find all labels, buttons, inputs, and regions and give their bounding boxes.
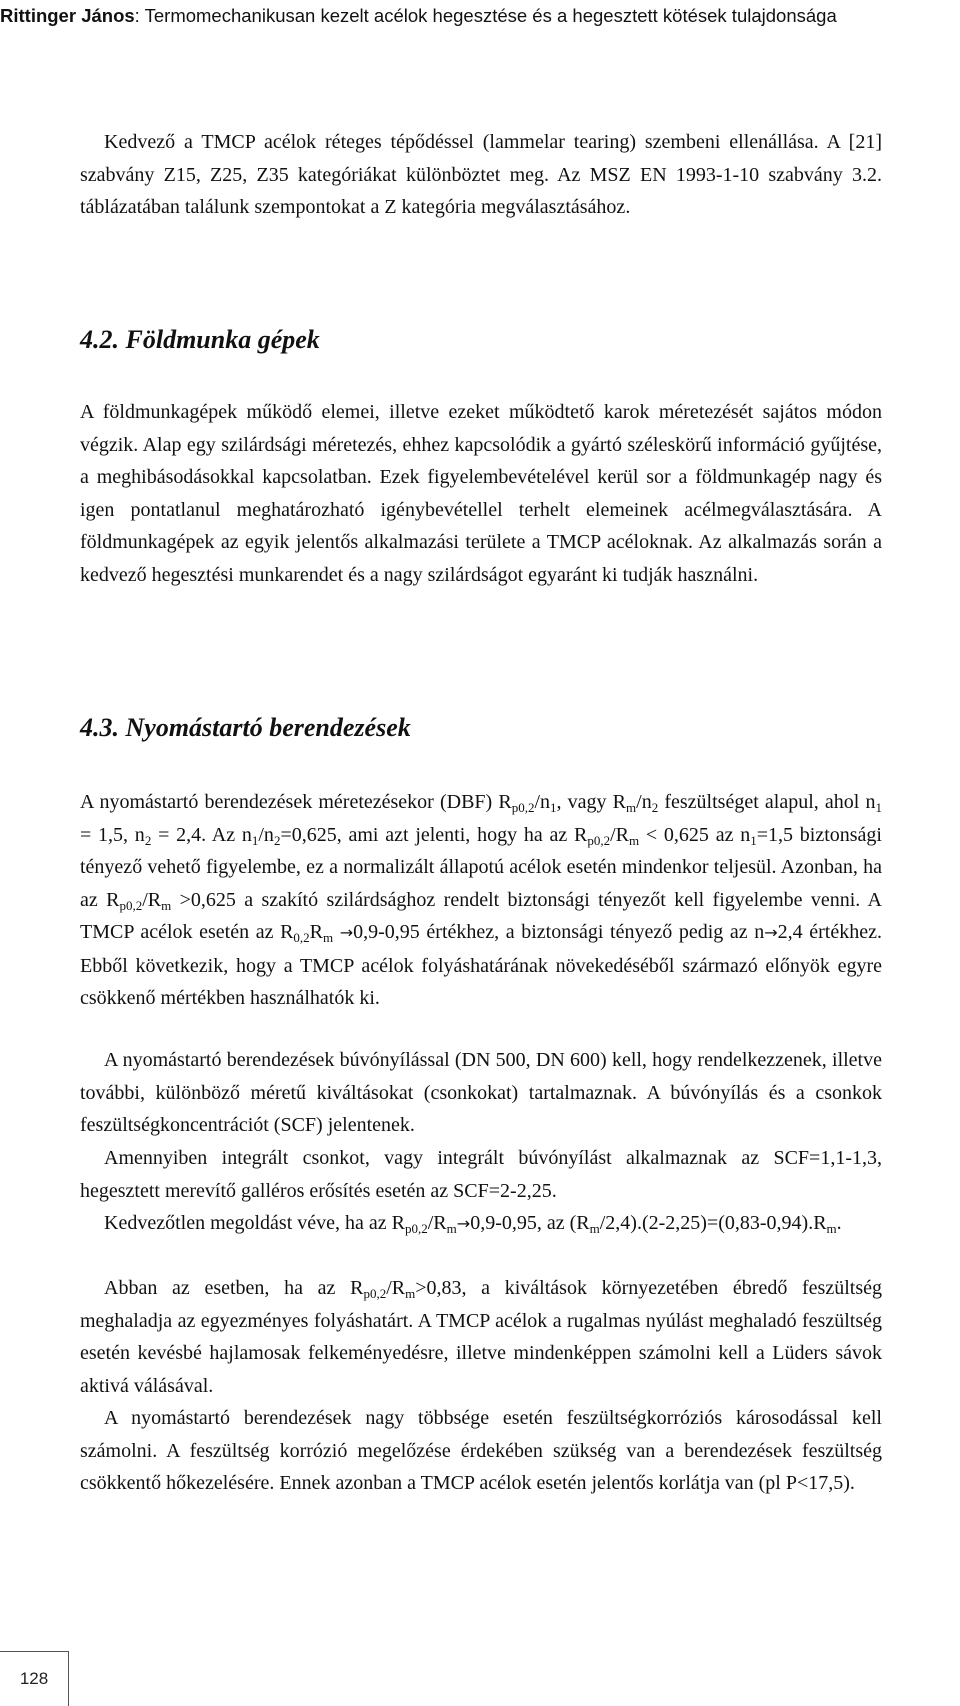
text-run: /n xyxy=(258,823,274,846)
text-run: R xyxy=(309,921,323,943)
header-separator: : xyxy=(134,5,145,26)
subscript: 2 xyxy=(651,800,659,815)
text-run: A nyomástartó berendezések méretezésekor (DBF) R xyxy=(80,791,512,813)
subscript: m xyxy=(161,897,172,913)
section-heading-4-3: 4.3. Nyomástartó berendezések xyxy=(80,713,411,742)
subscript: 1 xyxy=(251,832,259,848)
subscript: m xyxy=(626,800,637,815)
text-run: /R xyxy=(427,1212,447,1234)
header-author: Rittinger János xyxy=(0,5,135,26)
text-run: Abban az esetben, ha az R xyxy=(104,1277,364,1299)
page-number: 128 xyxy=(0,1651,69,1706)
subscript: 1 xyxy=(875,800,882,815)
subscript: p0,2 xyxy=(511,800,535,815)
text-run: /R xyxy=(610,823,629,846)
subscript: p0,2 xyxy=(405,1221,428,1236)
arrow-icon: → xyxy=(456,1214,471,1233)
section-4-3-paragraph-2: A nyomástartó berendezések búvónyílással (DN 500, DN 600) kell, hogy rendelkezzenek, illetve további, különböző méretű kiváltásokat (csonkokat) tartalmaznak. A búvónyílás és a csonkok feszültségkoncentrációt (SCF) jelentenek. xyxy=(80,1049,882,1136)
subscript: m xyxy=(629,832,640,848)
subscript: m xyxy=(405,1286,416,1301)
subscript: m xyxy=(826,1221,837,1236)
arrow-icon: → xyxy=(764,923,778,942)
text-run: 0,9-0,95, az (R xyxy=(470,1212,590,1234)
text-run: 2,4 értékhez. Ebből következik, hogy a TMCP acélok folyáshatárának növekedéséből származó előnyök egyre csökkenő mértékben használhatók ki. xyxy=(80,921,882,1009)
section-4-2-paragraph: A földmunkagépek működő elemei, illetve ezeket működtető karok méretezését sajátos módon végzik. Alap egy szilárdsági méretezés, ehhez kapcsolódik a gyártó széleskörű információ gyűjtése, a meghibásodásokkal kapcsolatban. Ezek figyelembevételével kerül sor a földmunkagép nagy és igen pontatlanul meghatározható igénybevétellel terhelt elemeinek acélmegválasztására. A földmunkagépek az egyik jelentős alkalmazási területe a TMCP acéloknak. Az alkalmazás során a kedvező hegesztési munkarendet és a nagy szilárdságot egyaránt ki tudják használni. xyxy=(80,401,882,586)
section-heading-4-2: 4.2. Földmunka gépek xyxy=(80,325,320,354)
subscript: 1 xyxy=(550,800,557,815)
text-run: < 0,625 az n xyxy=(639,823,751,846)
text-run: =1,5 biztonsági tényező vehető figyelembe, ez a normalizált állapotú acélok esetén mindenkor teljesül. Azonban, ha az R xyxy=(80,823,882,911)
header-title: Termomechanikusan kezelt acélok hegesztése és a hegesztett kötések tulajdonsága xyxy=(144,5,837,26)
text-run: >0,83, a kiváltások környezetében ébredő feszültség meghaladja az egyezményes folyáshatárt. A TMCP acélok a rugalmas nyúlást meghaladó feszültség esetén kevésbé hajlamosak felkeményedésre, illetve mindenképpen számolni kell a Lüders sávok aktivá válásával. xyxy=(80,1277,882,1397)
subscript: m xyxy=(323,930,334,945)
subscript: p0,2 xyxy=(587,832,611,848)
arrow-icon: → xyxy=(339,923,354,942)
text-run: /n xyxy=(636,791,652,813)
section-4-3-paragraph-4 xyxy=(80,1207,882,1241)
section-4-3-paragraph-1 xyxy=(80,786,882,1015)
text-run: . xyxy=(836,1212,842,1234)
text-run: /n xyxy=(534,791,550,813)
text-run: = 2,4. Az n xyxy=(151,823,252,846)
running-header xyxy=(0,0,920,31)
text-run: Kedvezőtlen megoldást véve, ha az R xyxy=(104,1212,405,1234)
text-run: /R xyxy=(142,888,162,911)
subscript: 2 xyxy=(273,832,281,848)
subscript: p0,2 xyxy=(363,1286,387,1301)
text-run: feszültséget alapul, ahol n xyxy=(658,791,876,813)
section-4-3-paragraph-6: A nyomástartó berendezések nagy többsége esetén feszültségkorróziós károsodással kell számolni. A feszültség korrózió megelőzése érdekében szükség van a berendezések feszültség csökkentő hőkezelésére. Ennek azonban a TMCP acélok esetén jelentős korlátja van (pl P<17,5). xyxy=(80,1407,882,1494)
intro-paragraph: Kedvező a TMCP acélok réteges tépődéssel (lammelar tearing) szembeni ellenállása. A [21] szabvány Z15, Z25, Z35 kategóriákat különböztet meg. Az MSZ EN 1993-1-10 szabvány 3.2. táblázatában találunk szempontokat a Z kategória megválasztásához. xyxy=(80,131,882,218)
text-run: /2,4).(2-2,25)=(0,83-0,94).R xyxy=(599,1212,827,1234)
subscript: m xyxy=(446,1221,457,1236)
section-4-3-paragraph-5 xyxy=(80,1272,882,1402)
subscript: p0,2 xyxy=(119,897,143,913)
text-run: = 1,5, n xyxy=(80,823,145,846)
text-run: >0,625 a szakító szilárdsághoz rendelt biztonsági tényezőt kell figyelembe venni. A TMCP acélok esetén az R xyxy=(80,888,883,943)
text-run: , vagy R xyxy=(556,791,627,813)
subscript: m xyxy=(589,1221,600,1236)
section-4-3-paragraph-3: Amennyiben integrált csonkot, vagy integrált búvónyílást alkalmaznak az SCF=1,1-1,3, hegesztett merevítő galléros erősítés esetén az SCF=2-2,25. xyxy=(80,1147,882,1202)
text-run: 0,9-0,95 értékhez, a biztonsági tényező pedig az n xyxy=(353,921,765,943)
text-run: /R xyxy=(386,1277,406,1299)
text-run: =0,625, ami azt jelenti, hogy ha az R xyxy=(280,823,588,846)
subscript: 1 xyxy=(750,832,757,848)
subscript: 0,2 xyxy=(293,930,310,945)
subscript: 2 xyxy=(144,832,152,848)
